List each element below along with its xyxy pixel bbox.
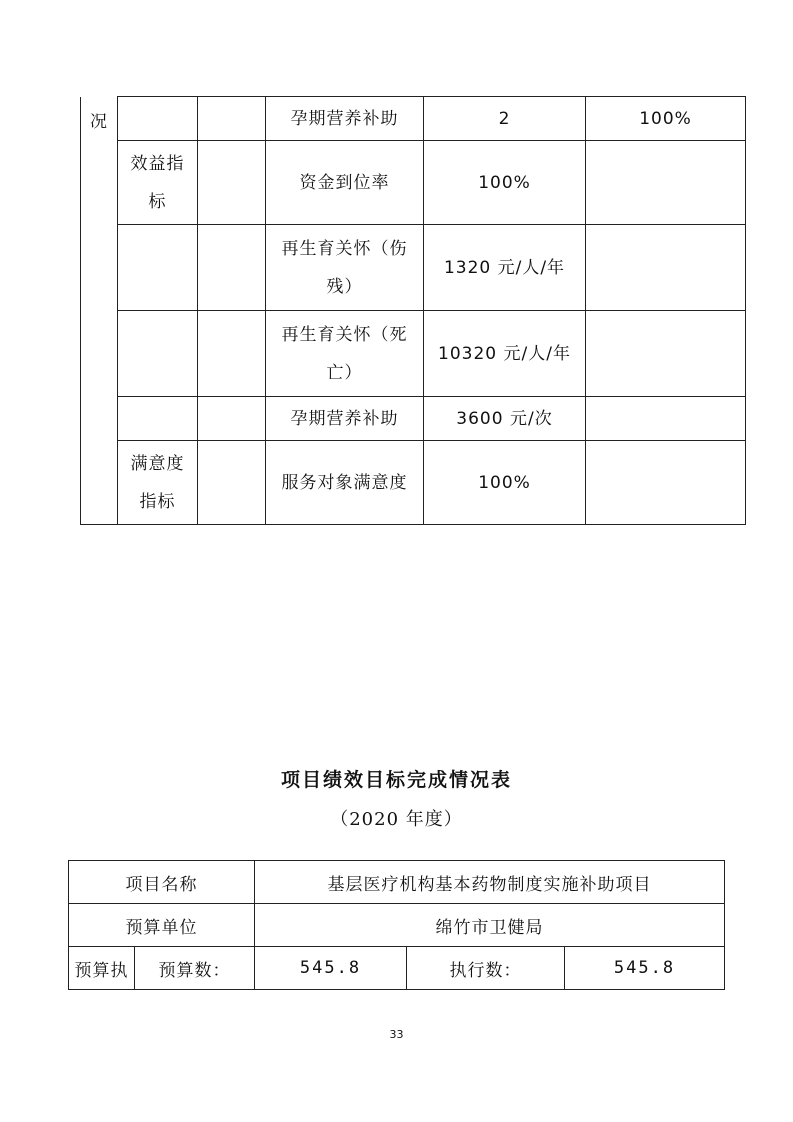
category-cell: [118, 441, 198, 525]
category-cell: [118, 97, 198, 141]
indicator-name-text: 再生育关怀（死 亡）: [281, 324, 408, 383]
indicator-actual: [586, 225, 746, 311]
budget-amount-value: 545.8: [255, 947, 407, 990]
indicator-target: 100%: [424, 441, 586, 525]
project-name-label: 项目名称: [69, 861, 255, 904]
budget-exec-label: 预算执: [69, 947, 135, 990]
empty-cell: [198, 141, 266, 225]
category-cell: [118, 311, 198, 397]
empty-cell: [198, 97, 266, 141]
empty-cell: [198, 311, 266, 397]
indicator-target: 3600 元/次: [424, 397, 586, 441]
indicator-target: 100%: [424, 141, 586, 225]
budget-amount-label: 预算数：: [135, 947, 255, 990]
indicator-actual: [586, 311, 746, 397]
budget-unit-value: 绵竹市卫健局: [255, 904, 725, 947]
empty-cell: [198, 397, 266, 441]
indicator-name: 服务对象满意度: [266, 441, 424, 525]
indicator-name: 资金到位率: [266, 141, 424, 225]
project-name-value: 基层医疗机构基本药物制度实施补助项目: [255, 861, 725, 904]
side-label-cell: [81, 97, 118, 525]
indicator-target: 1320 元/人/年: [424, 225, 586, 311]
executed-amount-value: 545.8: [565, 947, 725, 990]
indicator-actual: [586, 141, 746, 225]
budget-unit-label: 预算单位: [69, 904, 255, 947]
indicator-actual: [586, 397, 746, 441]
category-cell: [118, 225, 198, 311]
executed-amount-label: 执行数：: [407, 947, 565, 990]
indicator-name: [266, 311, 424, 397]
category-benefit: 效益指 标: [130, 153, 185, 212]
page-number: 33: [389, 1028, 404, 1041]
project-info-table: [68, 860, 725, 990]
indicator-target: 2: [424, 97, 586, 141]
indicator-actual: 100%: [586, 97, 746, 141]
indicator-name: [266, 225, 424, 311]
category-cell: [118, 397, 198, 441]
indicator-name-text: 再生育关怀（伤 残）: [281, 238, 408, 297]
indicator-name: 孕期营养补助: [266, 397, 424, 441]
category-cell: [118, 141, 198, 225]
indicator-name: 孕期营养补助: [266, 97, 424, 141]
indicator-table: [80, 96, 746, 525]
year-line: （2020 年度）: [330, 809, 463, 830]
indicator-target: 10320 元/人/年: [424, 311, 586, 397]
table-title: 项目绩效目标完成情况表: [280, 769, 512, 791]
empty-cell: [198, 441, 266, 525]
indicator-actual: [586, 441, 746, 525]
side-label: 况: [90, 111, 108, 132]
category-satisfaction: 满意度 指标: [130, 453, 185, 512]
empty-cell: [198, 225, 266, 311]
